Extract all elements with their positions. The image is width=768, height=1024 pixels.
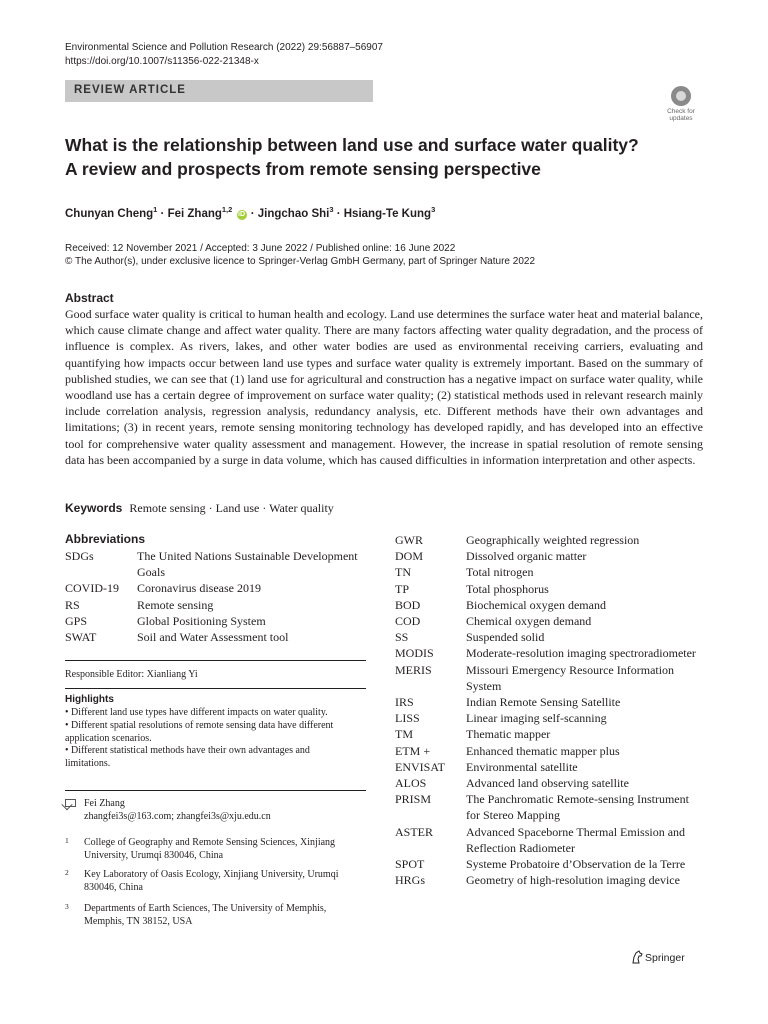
- list-item: • Different statistical methods have their own advantages and limitations.: [65, 745, 310, 770]
- author-name[interactable]: Hsiang-Te Kung: [343, 207, 432, 220]
- check-for-updates-badge[interactable]: [661, 84, 701, 124]
- abbr-term: ENVISAT: [395, 759, 445, 774]
- abbr-definition: Geographically weighted regression: [466, 533, 640, 547]
- table-row: [395, 581, 705, 597]
- article-type-label: REVIEW ARTICLE: [74, 84, 186, 96]
- abbr-definition: Chemical oxygen demand: [466, 614, 592, 629]
- table-row: [395, 743, 705, 759]
- abbr-term: COD: [395, 614, 421, 629]
- check-updates-icon: [671, 86, 691, 106]
- affiliation-number: 1: [65, 836, 69, 845]
- abbr-definition: Linear imaging self-scanning: [466, 711, 607, 726]
- footnote-divider: [65, 660, 366, 661]
- abbr-term: MODIS: [395, 646, 434, 661]
- abbr-definition: The Panchromatic Remote-sensing Instrument for Stereo Mapping: [466, 792, 689, 823]
- author-affiliation-ref: 3: [431, 205, 436, 214]
- publisher-logo-text: Springer: [645, 952, 685, 964]
- keywords: [65, 500, 334, 516]
- highlights-heading: Highlights: [65, 694, 114, 705]
- abbr-definition: Remote sensing: [137, 597, 214, 612]
- abbr-term: COVID-19: [65, 581, 119, 596]
- abbr-term: SS: [395, 630, 409, 645]
- table-row: [395, 775, 705, 791]
- corresponding-author: [65, 797, 365, 823]
- table-row: [65, 580, 365, 596]
- abbr-term: PRISM: [395, 792, 432, 807]
- author-name[interactable]: Jingchao Shi: [257, 207, 330, 220]
- abbr-definition: Missouri Emergency Resource Information System: [466, 662, 675, 693]
- abbr-term: SWAT: [65, 630, 97, 645]
- table-row: [395, 726, 705, 742]
- author-affiliation-ref: 1,2: [221, 205, 233, 214]
- doi-link[interactable]: https://doi.org/10.1007/s11356-022-21348-x: [65, 56, 259, 67]
- affiliation-text: College of Geography and Remote Sensing Sciences, Xinjiang University, Urumqi 830046, China: [84, 837, 336, 861]
- affiliation: [65, 902, 365, 928]
- abbr-definition: Global Positioning System: [137, 613, 266, 628]
- table-row: [65, 548, 365, 580]
- table-row: [395, 791, 705, 823]
- keywords-text: Remote sensing · Land use · Water quality: [129, 501, 334, 515]
- table-row: [395, 872, 705, 888]
- table-row: [395, 824, 705, 856]
- responsible-editor: Responsible Editor: Xianliang Yi: [65, 669, 198, 680]
- abstract-text: Good surface water quality is critical to human health and ecology. Land use determines the surface water heat and material balance, which cause climate change and affect water quality. There are many factors affecting water quality degradation, and the process of influence is complex. As rivers, lakes, and other water bodies are used as environmental receiving carriers, evaluating and quantifying how impacts occur between land use types and surface water quality is extremely important. Based on the summary of published studies, we can see that (1) land use for agricultural and construction has a negative impact on surface water quality, while woodland use has a certain degree of improvement on surface water quality; (2) statistical methods used in relevant research mainly include correlation analysis, regression analysis, redundancy analysis, etc. Different methods have their own advantages and limitations; (3) in recent years, remote sensing monitoring technology has developed rapidly, and has developed into an effective tool for comprehensive water quality assessment and management. However, the increase in spatial resolution of remote sensing data has been accompanied by a surge in data volume, which has caused difficulties in information interpretation and other aspects.: [65, 307, 703, 467]
- abbr-definition: Suspended solid: [466, 630, 545, 645]
- abbr-definition: Environmental satellite: [466, 759, 578, 774]
- abbr-term: LISS: [395, 711, 420, 726]
- table-row: [395, 662, 705, 694]
- author-name[interactable]: Chunyan Cheng: [65, 207, 154, 220]
- affiliation-text: Key Laboratory of Oasis Ecology, Xinjiang University, Urumqi 830046, China: [84, 869, 339, 893]
- envelope-icon: [65, 799, 76, 807]
- title-line-2: A review and prospects from remote sensing perspective: [65, 159, 541, 179]
- abbr-term: ETM +: [395, 743, 431, 758]
- abstract-heading: Abstract: [65, 291, 114, 305]
- abbreviations-table-left: [65, 548, 365, 645]
- list-item: • Different land use types have different impacts on water quality.: [65, 707, 328, 718]
- abbr-term: ALOS: [395, 776, 427, 791]
- affiliation: [65, 868, 365, 894]
- author-affiliation-ref: 3: [329, 205, 334, 214]
- table-row: [395, 629, 705, 645]
- abbr-definition: Indian Remote Sensing Satellite: [466, 695, 621, 710]
- abbr-definition: Advanced land observing satellite: [466, 776, 629, 791]
- abbr-term: MERIS: [395, 662, 432, 677]
- abbr-definition: Coronavirus disease 2019: [137, 581, 261, 596]
- abbr-definition: Dissolved organic matter: [466, 549, 587, 564]
- publication-dates: [65, 242, 535, 268]
- highlights-list: [65, 707, 345, 771]
- badge-text-1: Check for: [667, 108, 695, 115]
- table-row: [65, 597, 365, 613]
- abbr-term: ASTER: [395, 824, 434, 839]
- table-row: [395, 710, 705, 726]
- contact-name: Fei Zhang: [84, 798, 125, 809]
- journal-citation: Environmental Science and Pollution Research (2022) 29:56887–56907: [65, 42, 383, 53]
- contact-divider: [65, 790, 366, 791]
- abbr-definition: Total nitrogen: [466, 565, 534, 580]
- abbr-term: GPS: [65, 613, 88, 628]
- abbr-definition: Thematic mapper: [466, 727, 551, 742]
- abbr-term: HRGs: [395, 873, 426, 888]
- abbr-definition: Moderate-resolution imaging spectroradiometer: [466, 646, 696, 661]
- orcid-icon[interactable]: iD: [238, 210, 246, 218]
- table-row: [395, 694, 705, 710]
- abbr-definition: The United Nations Sustainable Development Goals: [137, 549, 358, 580]
- table-row: [395, 613, 705, 629]
- abbr-term: BOD: [395, 597, 421, 612]
- abbr-definition: Enhanced thematic mapper plus: [466, 743, 620, 758]
- journal-header: [65, 41, 383, 69]
- keywords-heading: Keywords: [65, 501, 123, 515]
- abbr-term: IRS: [395, 695, 414, 710]
- article-title: [65, 133, 705, 181]
- dates-line: Received: 12 November 2021 / Accepted: 3 June 2022 / Published online: 16 June 2022: [65, 243, 456, 254]
- abbr-term: SDGs: [65, 549, 94, 563]
- table-row: [395, 759, 705, 775]
- abbr-definition: Soil and Water Assessment tool: [137, 630, 289, 645]
- table-row: [395, 597, 705, 613]
- list-item: • Different spatial resolutions of remote sensing data have different application scenarios.: [65, 719, 334, 744]
- abbr-definition: Systeme Probatoire d’Observation de la Terre: [466, 857, 686, 872]
- table-row: [395, 532, 705, 548]
- author-name[interactable]: Fei Zhang: [167, 207, 222, 220]
- table-row: [395, 548, 705, 564]
- abbr-term: GWR: [395, 533, 423, 547]
- abbr-term: DOM: [395, 549, 424, 564]
- table-row: [395, 645, 705, 661]
- author-list: Chunyan Cheng$^1$ · Fei Zhang$^{1,2}$ iD · Jingchao Shi$^3$ · Hsiang-Te Kung$^3$: [65, 205, 436, 220]
- affiliation-number: 2: [65, 868, 69, 877]
- abbr-term: SPOT: [395, 857, 425, 872]
- badge-text-2: updates: [669, 115, 693, 122]
- title-line-1: What is the relationship between land use and surface water quality?: [65, 135, 639, 155]
- abbr-term: TM: [395, 727, 413, 742]
- contact-emails[interactable]: zhangfei3s@163.com; zhangfei3s@xju.edu.cn: [84, 811, 271, 822]
- copyright-line: © The Author(s), under exclusive licence to Springer-Verlag GmbH Germany, part of Springer Nature 2022: [65, 256, 535, 267]
- abbr-term: TN: [395, 565, 411, 580]
- abbreviations-table-right: [395, 532, 705, 888]
- abbreviations-heading: Abbreviations: [65, 532, 146, 546]
- table-row: [65, 613, 365, 629]
- affiliation-number: 3: [65, 902, 69, 911]
- affiliation: [65, 836, 365, 862]
- table-row: [65, 629, 365, 645]
- abbr-definition: Advanced Spaceborne Thermal Emission and Reflection Radiometer: [466, 824, 686, 855]
- springer-horse-icon: [631, 950, 643, 964]
- abbr-term: RS: [65, 597, 80, 612]
- author-affiliation-ref: 1: [153, 205, 158, 214]
- abbr-definition: Total phosphorus: [466, 581, 549, 596]
- table-row: [395, 856, 705, 872]
- abbr-term: TP: [395, 581, 410, 596]
- abbr-definition: Biochemical oxygen demand: [466, 597, 606, 612]
- highlights-divider: [65, 688, 366, 689]
- table-row: [395, 564, 705, 580]
- affiliation-text: Departments of Earth Sciences, The University of Memphis, Memphis, TN 38152, USA: [84, 903, 327, 927]
- abbr-definition: Geometry of high-resolution imaging device: [466, 873, 680, 888]
